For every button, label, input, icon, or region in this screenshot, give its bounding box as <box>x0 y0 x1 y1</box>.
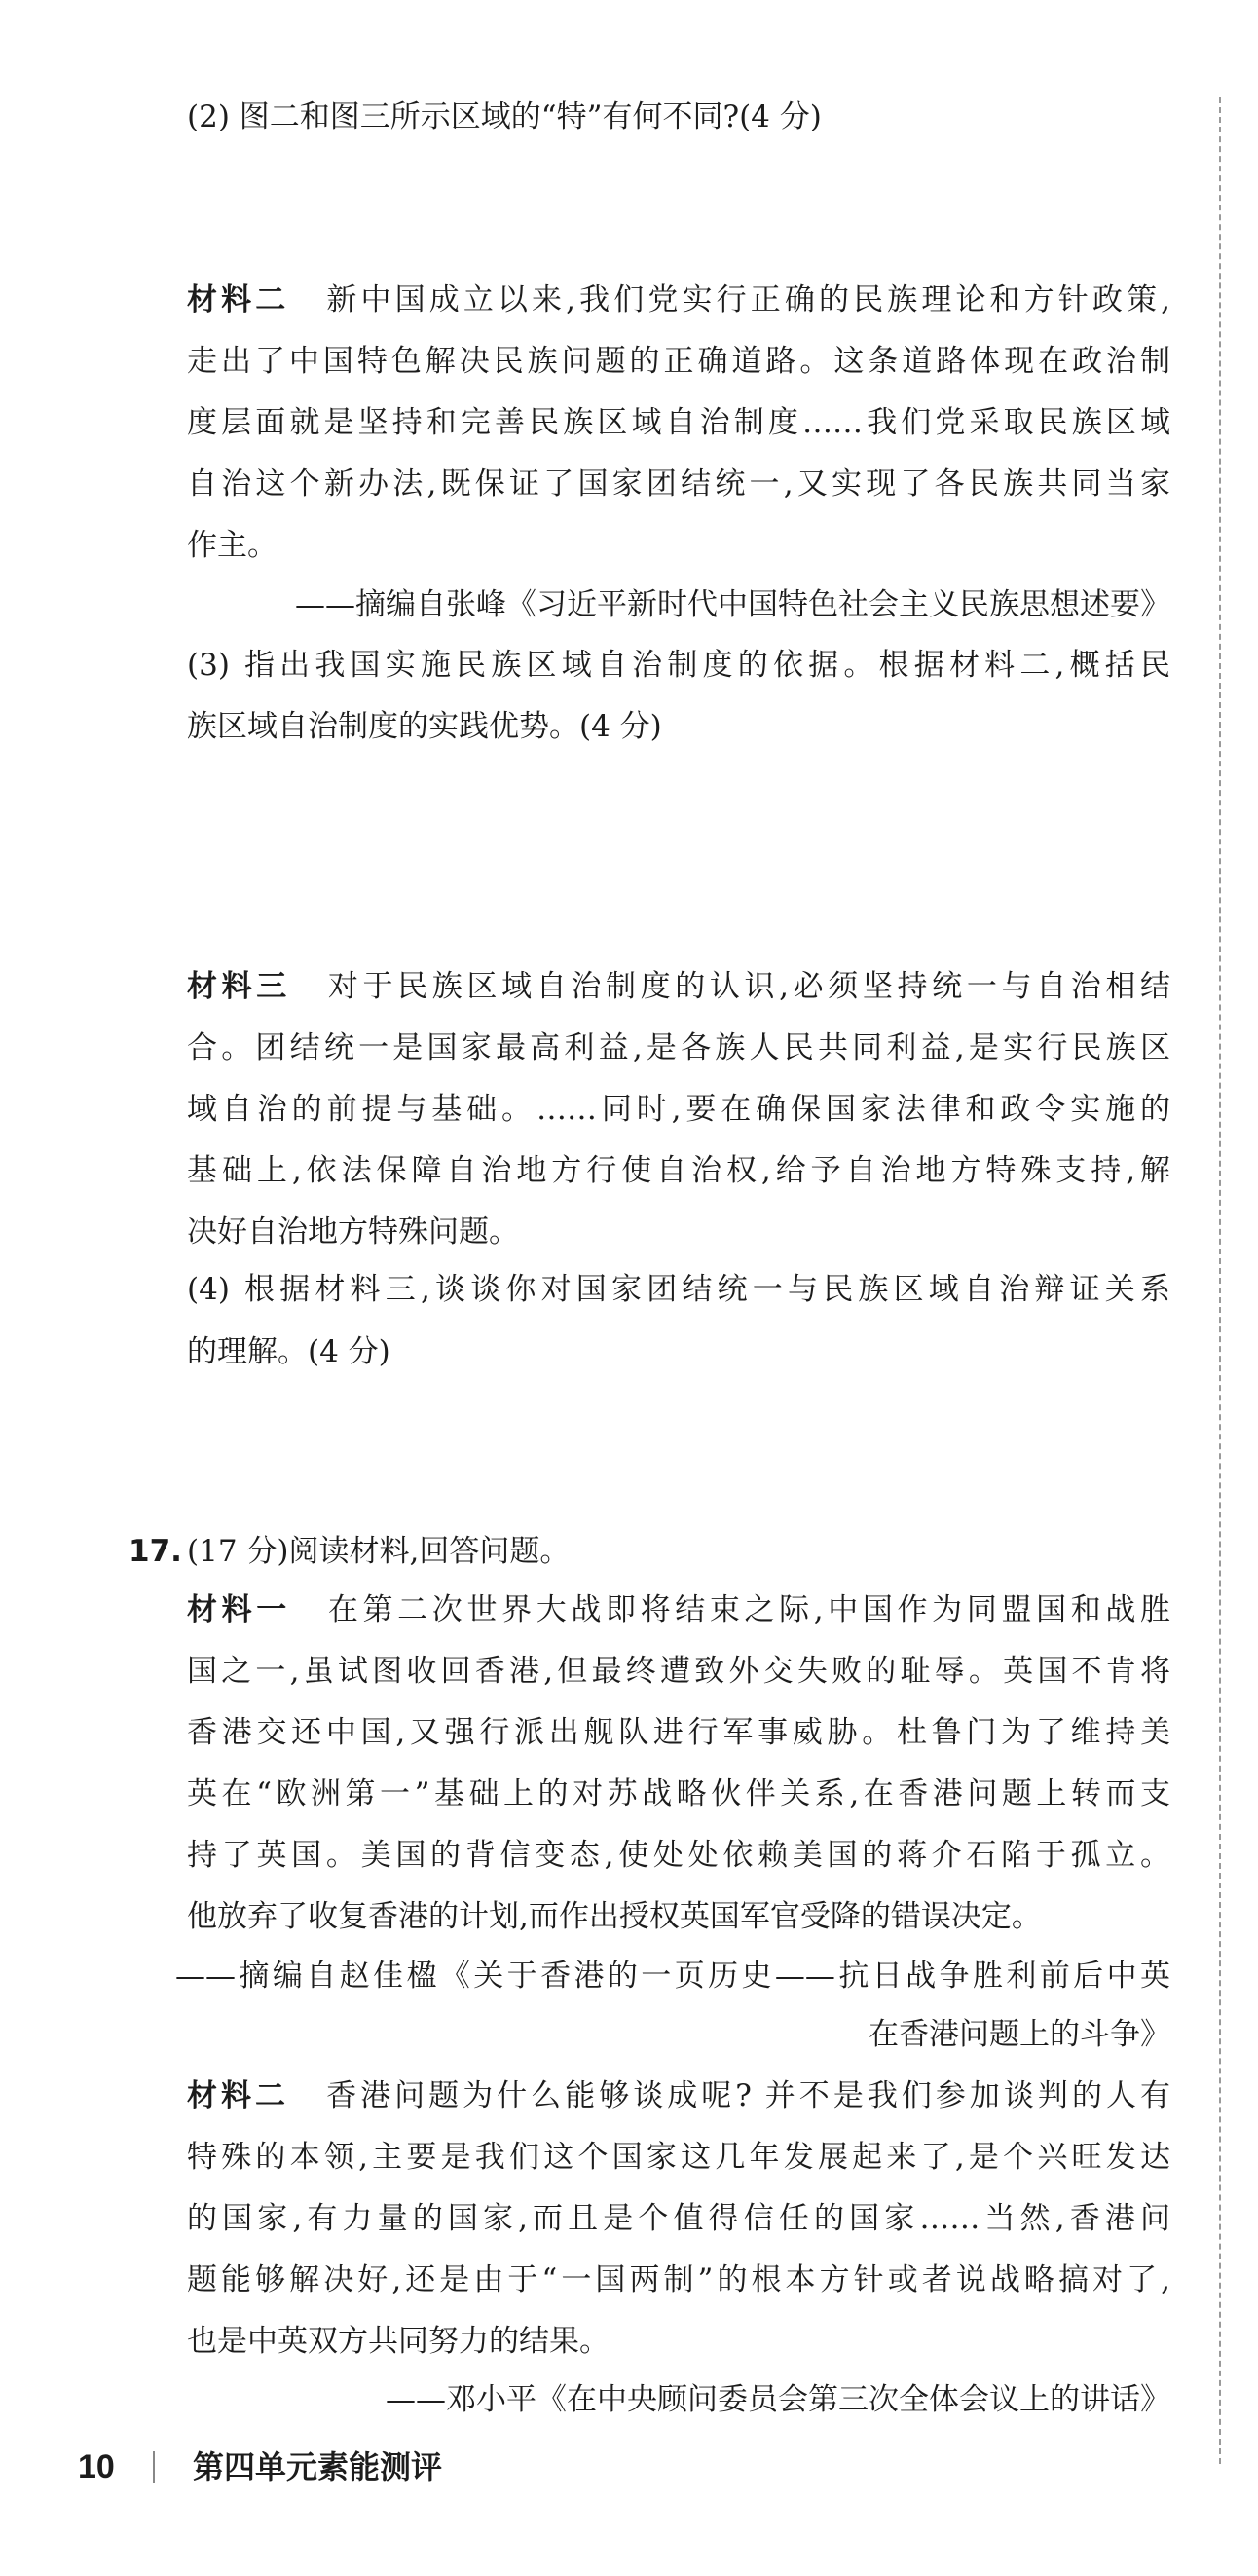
binding-dashed-line <box>1219 97 1221 2464</box>
q17-material1-label: 材料一 <box>187 1592 291 1627</box>
q16-material2-line2: 走出了中国特色解决民族问题的正确道路。这条道路体现在政治制 <box>187 344 1170 379</box>
q17-material1-line1: 材料一 在第二次世界大战即将结束之际,中国作为同盟国和战胜 <box>187 1592 1170 1627</box>
page-number: 10 <box>78 2448 115 2485</box>
q16-part4-line1: (4) 根据材料三,谈谈你对国家团结统一与民族区域自治辩证关系 <box>187 1272 1170 1307</box>
material3-label: 材料三 <box>187 969 291 1004</box>
q16-part2-question: (2) 图二和图三所示区域的“特”有何不同?(4 分) <box>187 99 822 134</box>
q16-material3-line5: 决好自治地方特殊问题。 <box>187 1214 519 1250</box>
q17-material1-line3: 香港交还中国,又强行派出舰队进行军事威胁。杜鲁门为了维持美 <box>187 1715 1170 1750</box>
q16-material2-source: ——摘编自张峰《习近平新时代中国特色社会主义民族思想述要》 <box>295 587 1170 622</box>
q17-material2-line5: 也是中英双方共同努力的结果。 <box>187 2324 610 2359</box>
q16-material2-line4: 自治这个新办法,既保证了国家团结统一,又实现了各民族共同当家 <box>187 467 1170 502</box>
q16-material3-line3: 域自治的前提与基础。……同时,要在确保国家法律和政令实施的 <box>187 1092 1170 1127</box>
q17-material1-source1: ——摘编自赵佳楹《关于香港的一页历史——抗日战争胜利前后中英 <box>175 1959 1170 1994</box>
unit-title: 第四单元素能测评 <box>193 2448 443 2485</box>
q16-material2-line5: 作主。 <box>187 528 278 563</box>
q16-material3-line4: 基础上,依法保障自治地方行使自治权,给予自治地方特殊支持,解 <box>187 1153 1170 1188</box>
q17-material1-line4: 英在“欧洲第一”基础上的对苏战略伙伴关系,在香港问题上转而支 <box>187 1776 1170 1811</box>
q17-material2-line1: 材料二 香港问题为什么能够谈成呢? 并不是我们参加谈判的人有 <box>187 2078 1170 2113</box>
q17-material2-source: ——邓小平《在中央顾问委员会第三次全体会议上的讲话》 <box>386 2382 1170 2417</box>
q17-material1-line6: 他放弃了收复香港的计划,而作出授权英国军官受降的错误决定。 <box>187 1899 1042 1934</box>
q16-material3-line1: 材料三 对于民族区域自治制度的认识,必须坚持统一与自治相结 <box>187 969 1170 1004</box>
q16-material2-line3: 度层面就是坚持和完善民族区域自治制度……我们党采取民族区域 <box>187 405 1170 440</box>
q17-material2-label: 材料二 <box>187 2078 290 2113</box>
q16-material2-line1: 材料二 新中国成立以来,我们党实行正确的民族理论和方针政策, <box>187 282 1170 317</box>
material2-label: 材料二 <box>187 282 290 317</box>
q16-part3-line2: 族区域自治制度的实践优势。(4 分) <box>187 709 662 744</box>
footer-divider <box>153 2451 155 2483</box>
q16-material3-line2: 合。团结统一是国家最高利益,是各族人民共同利益,是实行民族区 <box>187 1030 1170 1065</box>
q16-part3-line1: (3) 指出我国实施民族区域自治制度的依据。根据材料二,概括民 <box>187 648 1170 683</box>
q17-material2-line4: 题能够解决好,还是由于“一国两制”的根本方针或者说战略搞对了, <box>187 2262 1170 2297</box>
q17-material1-source2: 在香港问题上的斗争》 <box>869 2017 1170 2052</box>
q16-part4-line2: 的理解。(4 分) <box>187 1334 390 1369</box>
q17-material1-line2: 国之一,虽试图收回香港,但最终遭致外交失败的耻辱。英国不肯将 <box>187 1654 1170 1689</box>
q17-material2-line2: 特殊的本领,主要是我们这个国家这几年发展起来了,是个兴旺发达 <box>187 2140 1170 2175</box>
q17-number: 17. <box>129 1534 182 1569</box>
q17-material2-line3: 的国家,有力量的国家,而且是个值得信任的国家……当然,香港问 <box>187 2201 1170 2236</box>
q17-stem: (17 分)阅读材料,回答问题。 <box>187 1534 571 1569</box>
q17-material1-line5: 持了英国。美国的背信变态,使处处依赖美国的蒋介石陷于孤立。 <box>187 1838 1170 1873</box>
